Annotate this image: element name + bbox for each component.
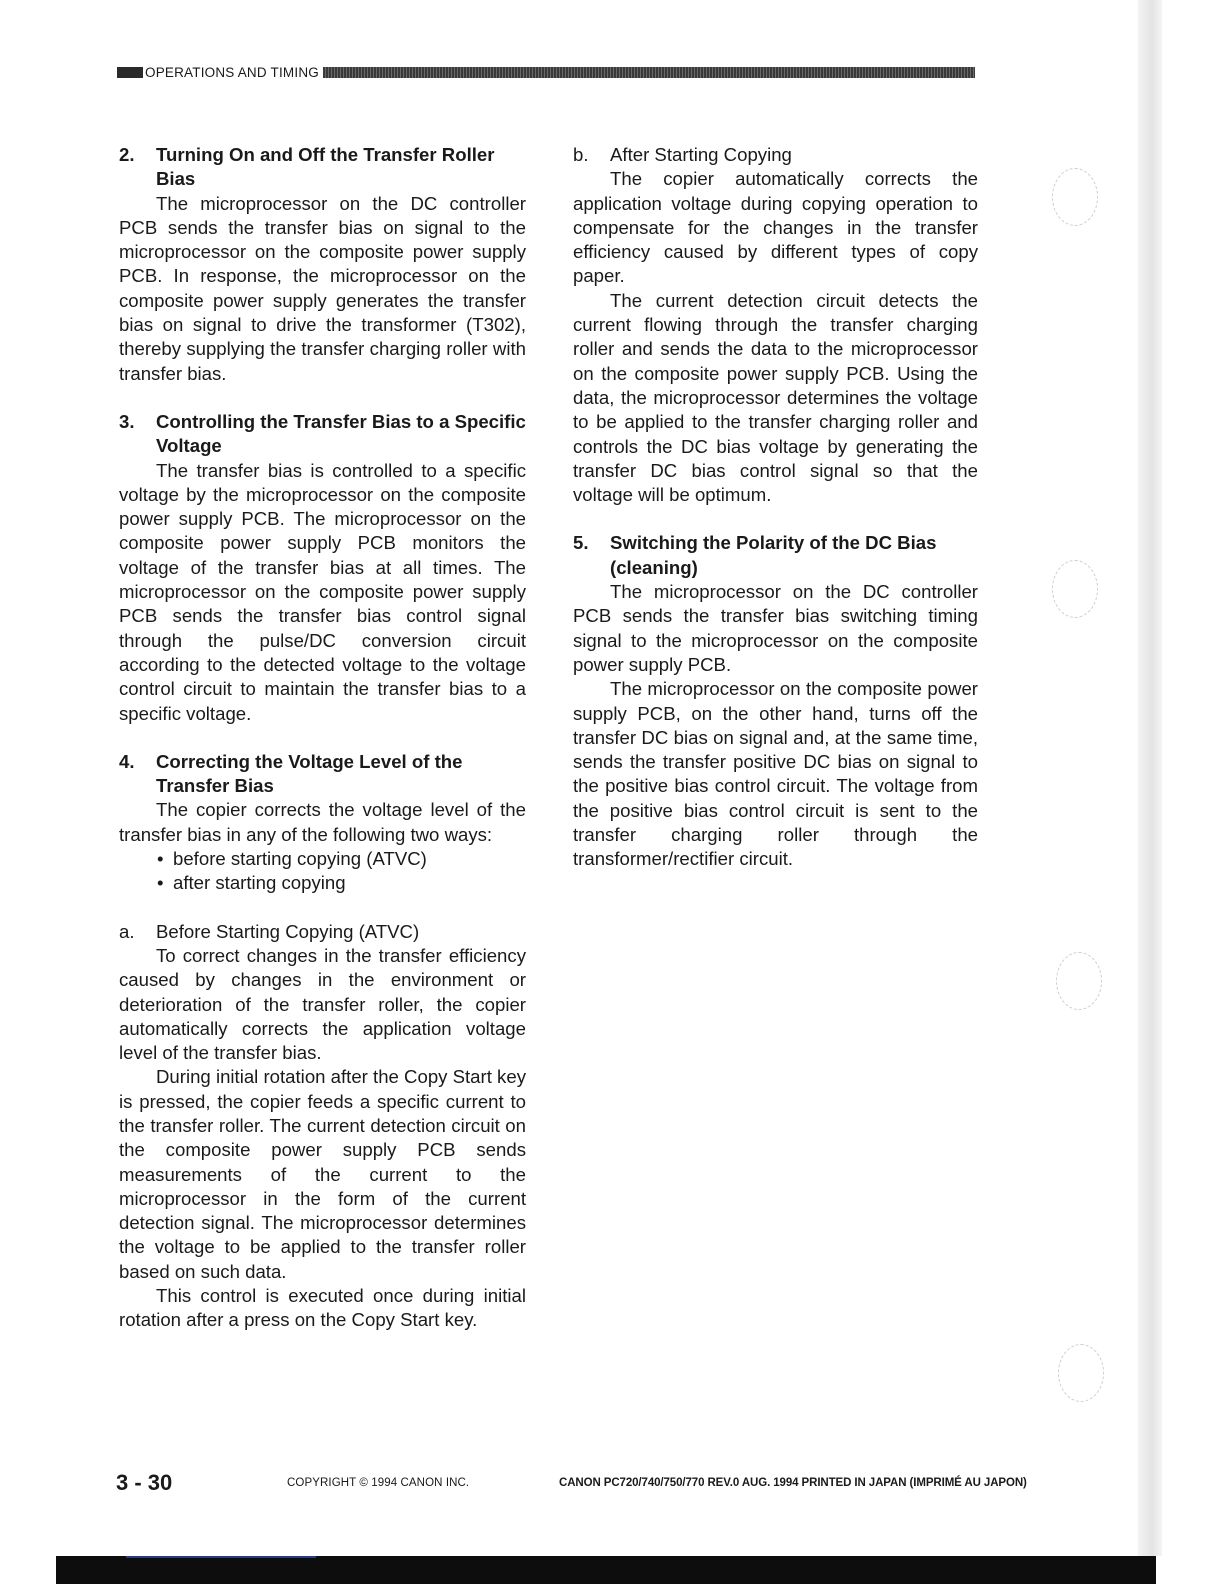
- page-number: 3 - 30: [116, 1470, 173, 1495]
- section-3-heading: [119, 410, 526, 459]
- header-rule: [323, 67, 975, 78]
- header-title: OPERATIONS AND TIMING: [145, 64, 319, 80]
- subsection-a-heading: [119, 920, 526, 944]
- section-number: 4.: [119, 750, 135, 772]
- subsection-b-heading: [573, 143, 978, 167]
- section-5-heading: [573, 531, 978, 580]
- left-column: [119, 143, 526, 1333]
- copyright-notice: COPYRIGHT © 1994 CANON INC.: [287, 1477, 470, 1489]
- section-number: 3.: [119, 410, 135, 432]
- punch-hole-mark: [1058, 1344, 1104, 1402]
- model-revision-info: CANON PC720/740/750/770 REV.0 AUG. 1994 PRINTED IN JAPAN (IMPRIMÉ AU JAPON): [559, 1477, 1027, 1489]
- edge-accent: [126, 1556, 316, 1558]
- section-number: 5.: [573, 532, 589, 554]
- paragraph: The microprocessor on the DC controller PCB sends the transfer bias switching timing signal to the microprocessor on the composite power supply PCB.: [573, 581, 978, 675]
- paragraph: The current detection circuit detects the current flowing through the transfer charging roller and sends the data to the microprocessor on the composite power supply PCB. Using the data, the microprocessor determines the voltage to be applied to the transfer charging roller and controls the DC bias voltage by generating the transfer DC bias control signal so that the voltage will be optimum.: [573, 289, 978, 506]
- list-item: • before starting copying (ATVC): [157, 848, 427, 870]
- section-4-heading: [119, 750, 526, 799]
- punch-hole-mark: [1052, 560, 1098, 618]
- section-2-heading: [119, 143, 526, 192]
- section-title: Controlling the Transfer Bias to a Specific Voltage: [156, 410, 526, 457]
- paragraph: During initial rotation after the Copy Start key is pressed, the copier feeds a specific current to the transfer roller. The current detection circuit on the composite power supply PCB sends measurements of the current to the microprocessor in the form of the current detection signal. The microprocessor determines the voltage to be applied to the transfer roller based on such data.: [119, 1066, 526, 1282]
- subsection-title: Before Starting Copying (ATVC): [156, 920, 420, 942]
- running-header: [117, 64, 975, 80]
- subsection-letter: b.: [573, 144, 589, 165]
- binder-edge-strip: [1138, 0, 1162, 1556]
- subsection-title: After Starting Copying: [610, 144, 792, 165]
- section-2-body: The microprocessor on the DC controller PCB sends the transfer bias on signal to the microprocessor on the composite power supply PCB. In response, the microprocessor on the composite power supply generates the transfer bias on signal to drive the transformer (T302), thereby supplying the transfer charging roller with transfer bias.: [119, 192, 526, 384]
- section-4-body: The copier corrects the voltage level of the transfer bias in any of the following two ways:: [119, 799, 526, 845]
- paragraph: The copier automatically corrects the application voltage during copying operation to compensate for the changes in the transfer efficiency caused by different types of copy paper.: [573, 168, 978, 287]
- header-lead-block: [117, 67, 143, 78]
- punch-hole-mark: [1052, 168, 1098, 226]
- list-item: • after starting copying: [157, 872, 346, 894]
- punch-hole-mark: [1056, 952, 1102, 1010]
- subsection-letter: a.: [119, 920, 135, 942]
- section-3-body: The transfer bias is controlled to a specific voltage by the microprocessor on the composite power supply PCB. The microprocessor on the composite power supply PCB monitors the voltage of the transfer bias at all times. The microprocessor on the composite power supply PCB sends the transfer bias control signal through the pulse/DC conversion circuit according to the detected voltage to the voltage control circuit to maintain the transfer bias to a specific voltage.: [119, 459, 526, 724]
- scan-bottom-edge: [56, 1556, 1156, 1584]
- section-number: 2.: [119, 144, 135, 165]
- paragraph: This control is executed once during initial rotation after a press on the Copy Start key.: [119, 1285, 526, 1331]
- section-title: Correcting the Voltage Level of the Transfer Bias: [156, 750, 463, 797]
- paragraph: To correct changes in the transfer efficiency caused by changes in the environment or deterioration of the transfer roller, the copier automatically corrects the application voltage level of the transfer bias.: [119, 944, 526, 1064]
- paragraph: The microprocessor on the composite power supply PCB, on the other hand, turns off the transfer DC bias on signal and, at the same time, sends the transfer positive DC bias on signal to the positive bias control circuit. The voltage from the positive bias control circuit is sent to the transfer charging roller through the transformer/rectifier circuit.: [573, 678, 978, 870]
- correction-methods-list: [119, 847, 526, 896]
- section-title: Switching the Polarity of the DC Bias (cleaning): [610, 532, 937, 578]
- right-column: [573, 143, 978, 872]
- section-title: Turning On and Off the Transfer Roller Bias: [156, 144, 495, 190]
